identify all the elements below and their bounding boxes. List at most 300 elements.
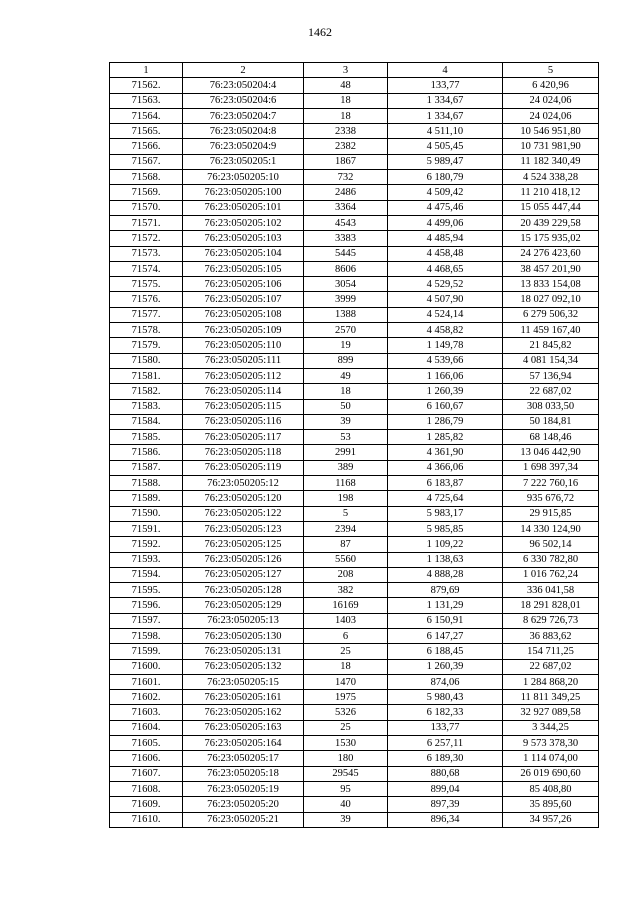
- area-cell: 4543: [304, 215, 388, 230]
- value-cell: 6 420,96: [503, 78, 599, 93]
- area-cell: 8606: [304, 261, 388, 276]
- rate-cell: 5 980,43: [388, 690, 503, 705]
- cadastral-number-cell: 76:23:050205:108: [183, 307, 304, 322]
- table-row: [110, 781, 599, 796]
- value-cell: 9 573 378,30: [503, 736, 599, 751]
- area-cell: 48: [304, 78, 388, 93]
- area-cell: 16169: [304, 598, 388, 613]
- rate-cell: 4 361,90: [388, 445, 503, 460]
- cadastral-number-cell: 76:23:050204:9: [183, 139, 304, 154]
- rate-cell: 4 524,14: [388, 307, 503, 322]
- cadastral-number-cell: 76:23:050204:4: [183, 78, 304, 93]
- value-cell: 10 546 951,80: [503, 124, 599, 139]
- value-cell: 336 041,58: [503, 583, 599, 598]
- value-cell: 18 291 828,01: [503, 598, 599, 613]
- value-cell: 10 731 981,90: [503, 139, 599, 154]
- table-row: [110, 537, 599, 552]
- row-number-cell: 71583.: [110, 399, 183, 414]
- cadastral-number-cell: 76:23:050205:125: [183, 537, 304, 552]
- area-cell: 180: [304, 751, 388, 766]
- table-row: [110, 338, 599, 353]
- rate-cell: 6 189,30: [388, 751, 503, 766]
- area-cell: 39: [304, 414, 388, 429]
- row-number-cell: 71562.: [110, 78, 183, 93]
- table-row: [110, 93, 599, 108]
- cadastral-number-cell: 76:23:050205:17: [183, 751, 304, 766]
- row-number-cell: 71590.: [110, 506, 183, 521]
- table-row: [110, 797, 599, 812]
- area-cell: 3999: [304, 292, 388, 307]
- row-number-cell: 71592.: [110, 537, 183, 552]
- row-number-cell: 71582.: [110, 384, 183, 399]
- cadastral-table: [109, 62, 599, 828]
- table-row: [110, 552, 599, 567]
- value-cell: 18 027 092,10: [503, 292, 599, 307]
- row-number-cell: 71588.: [110, 476, 183, 491]
- cadastral-number-cell: 76:23:050205:104: [183, 246, 304, 261]
- cadastral-number-cell: 76:23:050205:126: [183, 552, 304, 567]
- column-header: 2: [183, 63, 304, 78]
- area-cell: 198: [304, 491, 388, 506]
- row-number-cell: 71574.: [110, 261, 183, 276]
- cadastral-number-cell: 76:23:050205:112: [183, 368, 304, 383]
- area-cell: 3054: [304, 277, 388, 292]
- row-number-cell: 71604.: [110, 720, 183, 735]
- row-number-cell: 71605.: [110, 736, 183, 751]
- table-row: [110, 124, 599, 139]
- cadastral-number-cell: 76:23:050205:101: [183, 200, 304, 215]
- table-row: [110, 476, 599, 491]
- cadastral-number-cell: 76:23:050205:13: [183, 613, 304, 628]
- rate-cell: 879,69: [388, 583, 503, 598]
- value-cell: 13 833 154,08: [503, 277, 599, 292]
- cadastral-number-cell: 76:23:050205:1: [183, 154, 304, 169]
- area-cell: 39: [304, 812, 388, 827]
- area-cell: 1867: [304, 154, 388, 169]
- area-cell: 50: [304, 399, 388, 414]
- value-cell: 308 033,50: [503, 399, 599, 414]
- row-number-cell: 71585.: [110, 430, 183, 445]
- row-number-cell: 71586.: [110, 445, 183, 460]
- column-header: 3: [304, 63, 388, 78]
- area-cell: 87: [304, 537, 388, 552]
- table-row: [110, 521, 599, 536]
- table-row: [110, 215, 599, 230]
- row-number-cell: 71589.: [110, 491, 183, 506]
- value-cell: 68 148,46: [503, 430, 599, 445]
- area-cell: 6: [304, 628, 388, 643]
- table-row: [110, 460, 599, 475]
- rate-cell: 6 257,11: [388, 736, 503, 751]
- table-row: [110, 384, 599, 399]
- cadastral-number-cell: 76:23:050205:110: [183, 338, 304, 353]
- table-row: [110, 430, 599, 445]
- cadastral-number-cell: 76:23:050204:7: [183, 108, 304, 123]
- rate-cell: 1 131,29: [388, 598, 503, 613]
- row-number-cell: 71576.: [110, 292, 183, 307]
- cadastral-number-cell: 76:23:050205:127: [183, 567, 304, 582]
- rate-cell: 6 180,79: [388, 170, 503, 185]
- row-number-cell: 71602.: [110, 690, 183, 705]
- cadastral-number-cell: 76:23:050205:130: [183, 628, 304, 643]
- cadastral-number-cell: 76:23:050205:119: [183, 460, 304, 475]
- area-cell: 5560: [304, 552, 388, 567]
- table-row: [110, 154, 599, 169]
- row-number-cell: 71599.: [110, 644, 183, 659]
- cadastral-number-cell: 76:23:050205:120: [183, 491, 304, 506]
- rate-cell: 4 539,66: [388, 353, 503, 368]
- value-cell: 6 330 782,80: [503, 552, 599, 567]
- value-cell: 24 024,06: [503, 93, 599, 108]
- value-cell: 8 629 726,73: [503, 613, 599, 628]
- cadastral-number-cell: 76:23:050205:123: [183, 521, 304, 536]
- table-row: [110, 567, 599, 582]
- cadastral-number-cell: 76:23:050205:114: [183, 384, 304, 399]
- rate-cell: 6 182,33: [388, 705, 503, 720]
- rate-cell: 4 475,46: [388, 200, 503, 215]
- row-number-cell: 71608.: [110, 781, 183, 796]
- cadastral-number-cell: 76:23:050205:103: [183, 231, 304, 246]
- table-row: [110, 736, 599, 751]
- area-cell: 3364: [304, 200, 388, 215]
- rate-cell: 896,34: [388, 812, 503, 827]
- value-cell: 24 276 423,60: [503, 246, 599, 261]
- area-cell: 5445: [304, 246, 388, 261]
- area-cell: 25: [304, 720, 388, 735]
- table-row: [110, 506, 599, 521]
- area-cell: 18: [304, 93, 388, 108]
- value-cell: 26 019 690,60: [503, 766, 599, 781]
- value-cell: 3 344,25: [503, 720, 599, 735]
- value-cell: 21 845,82: [503, 338, 599, 353]
- rate-cell: 6 188,45: [388, 644, 503, 659]
- area-cell: 2570: [304, 323, 388, 338]
- row-number-cell: 71578.: [110, 323, 183, 338]
- row-number-cell: 71579.: [110, 338, 183, 353]
- value-cell: 7 222 760,16: [503, 476, 599, 491]
- table-row: [110, 261, 599, 276]
- table-body: [110, 78, 599, 828]
- rate-cell: 1 334,67: [388, 93, 503, 108]
- table-row: [110, 323, 599, 338]
- row-number-cell: 71593.: [110, 552, 183, 567]
- row-number-cell: 71572.: [110, 231, 183, 246]
- table-row: [110, 720, 599, 735]
- value-cell: 11 182 340,49: [503, 154, 599, 169]
- table-row: [110, 353, 599, 368]
- rate-cell: 133,77: [388, 720, 503, 735]
- rate-cell: 5 983,17: [388, 506, 503, 521]
- row-number-cell: 71603.: [110, 705, 183, 720]
- row-number-cell: 71566.: [110, 139, 183, 154]
- cadastral-number-cell: 76:23:050205:106: [183, 277, 304, 292]
- cadastral-number-cell: 76:23:050204:6: [183, 93, 304, 108]
- value-cell: 29 915,85: [503, 506, 599, 521]
- value-cell: 15 055 447,44: [503, 200, 599, 215]
- table-row: [110, 690, 599, 705]
- area-cell: 1168: [304, 476, 388, 491]
- cadastral-number-cell: 76:23:050205:163: [183, 720, 304, 735]
- row-number-cell: 71567.: [110, 154, 183, 169]
- rate-cell: 4 505,45: [388, 139, 503, 154]
- column-header: 4: [388, 63, 503, 78]
- area-cell: 5326: [304, 705, 388, 720]
- row-number-cell: 71610.: [110, 812, 183, 827]
- value-cell: 22 687,02: [503, 384, 599, 399]
- cadastral-number-cell: 76:23:050205:18: [183, 766, 304, 781]
- cadastral-number-cell: 76:23:050205:21: [183, 812, 304, 827]
- table-row: [110, 491, 599, 506]
- value-cell: 20 439 229,58: [503, 215, 599, 230]
- rate-cell: 1 166,06: [388, 368, 503, 383]
- table-row: [110, 674, 599, 689]
- rate-cell: 5 985,85: [388, 521, 503, 536]
- area-cell: 2382: [304, 139, 388, 154]
- table-row: [110, 414, 599, 429]
- rate-cell: 133,77: [388, 78, 503, 93]
- rate-cell: 1 260,39: [388, 659, 503, 674]
- area-cell: 95: [304, 781, 388, 796]
- rate-cell: 4 458,48: [388, 246, 503, 261]
- area-cell: 25: [304, 644, 388, 659]
- rate-cell: 1 109,22: [388, 537, 503, 552]
- area-cell: 382: [304, 583, 388, 598]
- table-row: [110, 705, 599, 720]
- cadastral-number-cell: 76:23:050205:128: [183, 583, 304, 598]
- value-cell: 36 883,62: [503, 628, 599, 643]
- area-cell: 2991: [304, 445, 388, 460]
- value-cell: 13 046 442,90: [503, 445, 599, 460]
- area-cell: 2338: [304, 124, 388, 139]
- rate-cell: 4 507,90: [388, 292, 503, 307]
- area-cell: 18: [304, 384, 388, 399]
- value-cell: 6 279 506,32: [503, 307, 599, 322]
- area-cell: 5: [304, 506, 388, 521]
- area-cell: 1470: [304, 674, 388, 689]
- row-number-cell: 71595.: [110, 583, 183, 598]
- rate-cell: 4 888,28: [388, 567, 503, 582]
- cadastral-number-cell: 76:23:050205:131: [183, 644, 304, 659]
- row-number-cell: 71594.: [110, 567, 183, 582]
- rate-cell: 4 509,42: [388, 185, 503, 200]
- row-number-cell: 71577.: [110, 307, 183, 322]
- area-cell: 1975: [304, 690, 388, 705]
- value-cell: 32 927 089,58: [503, 705, 599, 720]
- table-row: [110, 78, 599, 93]
- rate-cell: 1 260,39: [388, 384, 503, 399]
- row-number-cell: 71587.: [110, 460, 183, 475]
- cadastral-number-cell: 76:23:050205:19: [183, 781, 304, 796]
- column-header: 5: [503, 63, 599, 78]
- cadastral-number-cell: 76:23:050205:111: [183, 353, 304, 368]
- rate-cell: 4 458,82: [388, 323, 503, 338]
- value-cell: 34 957,26: [503, 812, 599, 827]
- rate-cell: 1 286,79: [388, 414, 503, 429]
- area-cell: 53: [304, 430, 388, 445]
- cadastral-number-cell: 76:23:050205:116: [183, 414, 304, 429]
- cadastral-number-cell: 76:23:050205:20: [183, 797, 304, 812]
- rate-cell: 4 499,06: [388, 215, 503, 230]
- area-cell: 899: [304, 353, 388, 368]
- table-row: [110, 598, 599, 613]
- row-number-cell: 71581.: [110, 368, 183, 383]
- row-number-cell: 71568.: [110, 170, 183, 185]
- table-row: [110, 399, 599, 414]
- row-number-cell: 71607.: [110, 766, 183, 781]
- row-number-cell: 71565.: [110, 124, 183, 139]
- value-cell: 4 524 338,28: [503, 170, 599, 185]
- area-cell: 40: [304, 797, 388, 812]
- table-row: [110, 307, 599, 322]
- table-row: [110, 751, 599, 766]
- row-number-cell: 71584.: [110, 414, 183, 429]
- cadastral-number-cell: 76:23:050205:164: [183, 736, 304, 751]
- value-cell: 1 698 397,34: [503, 460, 599, 475]
- table-header-row: [110, 63, 599, 78]
- value-cell: 14 330 124,90: [503, 521, 599, 536]
- value-cell: 50 184,81: [503, 414, 599, 429]
- area-cell: 19: [304, 338, 388, 353]
- rate-cell: 6 147,27: [388, 628, 503, 643]
- area-cell: 2394: [304, 521, 388, 536]
- row-number-cell: 71575.: [110, 277, 183, 292]
- table-row: [110, 170, 599, 185]
- area-cell: 1530: [304, 736, 388, 751]
- rate-cell: 6 160,67: [388, 399, 503, 414]
- table-row: [110, 659, 599, 674]
- column-header: 1: [110, 63, 183, 78]
- table-row: [110, 644, 599, 659]
- cadastral-number-cell: 76:23:050205:10: [183, 170, 304, 185]
- area-cell: 29545: [304, 766, 388, 781]
- cadastral-number-cell: 76:23:050205:109: [183, 323, 304, 338]
- cadastral-number-cell: 76:23:050205:117: [183, 430, 304, 445]
- cadastral-number-cell: 76:23:050205:118: [183, 445, 304, 460]
- cadastral-number-cell: 76:23:050205:100: [183, 185, 304, 200]
- table-row: [110, 139, 599, 154]
- rate-cell: 4 511,10: [388, 124, 503, 139]
- row-number-cell: 71570.: [110, 200, 183, 215]
- cadastral-number-cell: 76:23:050205:12: [183, 476, 304, 491]
- table-row: [110, 583, 599, 598]
- value-cell: 4 081 154,34: [503, 353, 599, 368]
- area-cell: 2486: [304, 185, 388, 200]
- cadastral-number-cell: 76:23:050205:107: [183, 292, 304, 307]
- area-cell: 208: [304, 567, 388, 582]
- value-cell: 935 676,72: [503, 491, 599, 506]
- rate-cell: 4 725,64: [388, 491, 503, 506]
- table-row: [110, 812, 599, 827]
- table-row: [110, 108, 599, 123]
- area-cell: 1388: [304, 307, 388, 322]
- row-number-cell: 71573.: [110, 246, 183, 261]
- row-number-cell: 71591.: [110, 521, 183, 536]
- value-cell: 1 016 762,24: [503, 567, 599, 582]
- row-number-cell: 71571.: [110, 215, 183, 230]
- value-cell: 35 895,60: [503, 797, 599, 812]
- value-cell: 1 114 074,00: [503, 751, 599, 766]
- cadastral-number-cell: 76:23:050204:8: [183, 124, 304, 139]
- area-cell: 732: [304, 170, 388, 185]
- cadastral-number-cell: 76:23:050205:15: [183, 674, 304, 689]
- table-row: [110, 292, 599, 307]
- rate-cell: 4 529,52: [388, 277, 503, 292]
- value-cell: 154 711,25: [503, 644, 599, 659]
- cadastral-number-cell: 76:23:050205:129: [183, 598, 304, 613]
- rate-cell: 4 485,94: [388, 231, 503, 246]
- cadastral-number-cell: 76:23:050205:115: [183, 399, 304, 414]
- rate-cell: 1 285,82: [388, 430, 503, 445]
- area-cell: 3383: [304, 231, 388, 246]
- rate-cell: 880,68: [388, 766, 503, 781]
- page-number: 1462: [308, 25, 332, 39]
- row-number-cell: 71609.: [110, 797, 183, 812]
- rate-cell: 6 150,91: [388, 613, 503, 628]
- cadastral-number-cell: 76:23:050205:132: [183, 659, 304, 674]
- rate-cell: 1 334,67: [388, 108, 503, 123]
- rate-cell: 6 183,87: [388, 476, 503, 491]
- value-cell: 15 175 935,02: [503, 231, 599, 246]
- row-number-cell: 71569.: [110, 185, 183, 200]
- cadastral-number-cell: 76:23:050205:105: [183, 261, 304, 276]
- row-number-cell: 71563.: [110, 93, 183, 108]
- rate-cell: 899,04: [388, 781, 503, 796]
- area-cell: 49: [304, 368, 388, 383]
- row-number-cell: 71601.: [110, 674, 183, 689]
- value-cell: 22 687,02: [503, 659, 599, 674]
- value-cell: 11 459 167,40: [503, 323, 599, 338]
- value-cell: 1 284 868,20: [503, 674, 599, 689]
- cadastral-number-cell: 76:23:050205:122: [183, 506, 304, 521]
- row-number-cell: 71580.: [110, 353, 183, 368]
- value-cell: 11 210 418,12: [503, 185, 599, 200]
- rate-cell: 4 366,06: [388, 460, 503, 475]
- table-row: [110, 185, 599, 200]
- value-cell: 24 024,06: [503, 108, 599, 123]
- row-number-cell: 71606.: [110, 751, 183, 766]
- rate-cell: 5 989,47: [388, 154, 503, 169]
- value-cell: 96 502,14: [503, 537, 599, 552]
- table-row: [110, 200, 599, 215]
- value-cell: 85 408,80: [503, 781, 599, 796]
- value-cell: 38 457 201,90: [503, 261, 599, 276]
- area-cell: 18: [304, 659, 388, 674]
- table-row: [110, 231, 599, 246]
- table-row: [110, 613, 599, 628]
- rate-cell: 1 149,78: [388, 338, 503, 353]
- area-cell: 18: [304, 108, 388, 123]
- table-row: [110, 628, 599, 643]
- row-number-cell: 71596.: [110, 598, 183, 613]
- row-number-cell: 71600.: [110, 659, 183, 674]
- row-number-cell: 71598.: [110, 628, 183, 643]
- rate-cell: 4 468,65: [388, 261, 503, 276]
- cadastral-number-cell: 76:23:050205:162: [183, 705, 304, 720]
- table-row: [110, 277, 599, 292]
- value-cell: 11 811 349,25: [503, 690, 599, 705]
- table-row: [110, 766, 599, 781]
- table-row: [110, 445, 599, 460]
- rate-cell: 874,06: [388, 674, 503, 689]
- row-number-cell: 71564.: [110, 108, 183, 123]
- rate-cell: 897,39: [388, 797, 503, 812]
- cadastral-number-cell: 76:23:050205:102: [183, 215, 304, 230]
- area-cell: 389: [304, 460, 388, 475]
- value-cell: 57 136,94: [503, 368, 599, 383]
- cadastral-number-cell: 76:23:050205:161: [183, 690, 304, 705]
- row-number-cell: 71597.: [110, 613, 183, 628]
- table-row: [110, 368, 599, 383]
